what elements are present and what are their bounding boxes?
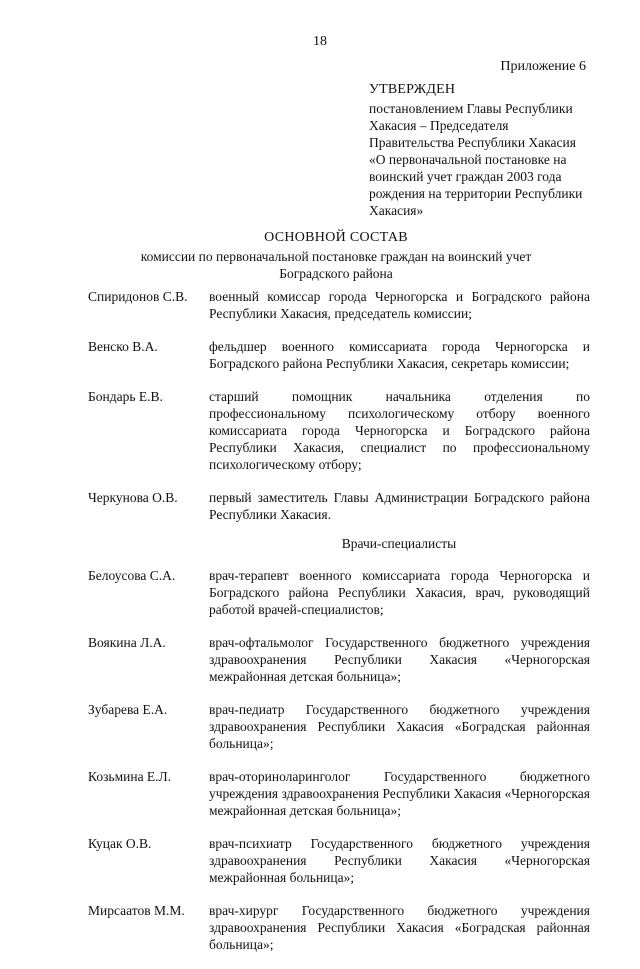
- member-role: врач-хирург Государственного бюджетного учреждения здравоохранения Республики Хакасия «Боградская районная больница»;: [209, 903, 590, 952]
- member-name: Воякина Л.А.: [88, 635, 166, 650]
- member-row: [88, 902, 590, 953]
- approval-title: УТВЕРЖДЕН: [369, 82, 456, 97]
- member-role: врач-педиатр Государственного бюджетного учреждения здравоохранения Республики Хакасия «Боградская районная больница»;: [209, 702, 590, 751]
- member-row: [88, 768, 590, 819]
- appendix-label: Приложение 6: [500, 59, 586, 74]
- approval-text: постановлением Главы Республики Хакасия – Председателя Правительства Республики Хакасия «О первоначальной постановке на воинский учет граждан 2003 года рождения на территории Республики Хакасия»: [369, 101, 583, 218]
- member-role: старший помощник начальника отделения по профессиональному психологическому отбору военного комиссариата города Черногорска и Боградского района Республики Хакасия, специалист по профессиональному психологическому отбору;: [209, 389, 590, 472]
- member-name: Бондарь Е.В.: [88, 389, 163, 404]
- member-row: [88, 567, 590, 618]
- member-row: [88, 288, 590, 322]
- member-name: Мирсаатов М.М.: [88, 903, 185, 918]
- member-role: врач-офтальмолог Государственного бюджетного учреждения здравоохранения Республики Хакасия «Черногорская межрайонная детская больница»;: [209, 635, 590, 684]
- member-row: [88, 388, 590, 473]
- section-heading-doctors: Врачи-специалисты: [341, 536, 457, 551]
- member-role: первый заместитель Главы Администрации Боградского района Республики Хакасия.: [209, 490, 590, 522]
- member-name: Козьмина Е.Л.: [88, 769, 172, 784]
- member-row: [88, 835, 590, 886]
- member-row: [88, 634, 590, 685]
- member-role: фельдшер военного комиссариата города Черногорска и Боградского района Республики Хакасия, секретарь комиссии;: [209, 339, 590, 371]
- member-name: Зубарева Е.А.: [88, 702, 168, 717]
- page-number: 18: [313, 34, 327, 49]
- member-row: [88, 701, 590, 752]
- member-row: [88, 338, 590, 372]
- approval-block: [369, 81, 591, 219]
- member-role: врач-оториноларинголог Государственного бюджетного учреждения здравоохранения Республики Хакасия «Черногорская межрайонная детская больница»;: [209, 769, 590, 818]
- members-list: [88, 288, 590, 969]
- member-role: военный комиссар города Черногорска и Боградского района Республики Хакасия, председатель комиссии;: [209, 289, 590, 321]
- member-role: врач-терапевт военного комиссариата города Черногорска и Боградского района Республики Хакасия, врач, руководящий работой врачей-специалистов;: [209, 568, 590, 617]
- document-subtitle: комиссии по первоначальной постановке граждан на воинский учет Боградского района: [140, 249, 532, 281]
- document-title: ОСНОВНОЙ СОСТАВ: [264, 230, 408, 245]
- member-name: Черкунова О.В.: [88, 490, 178, 505]
- member-name: Венско В.А.: [88, 339, 158, 354]
- member-name: Куцак О.В.: [88, 836, 152, 851]
- member-row: [88, 489, 590, 523]
- member-role: врач-психиатр Государственного бюджетного учреждения здравоохранения Республики Хакасия «Черногорская межрайонная больница»;: [209, 836, 590, 885]
- member-name: Спиридонов С.В.: [88, 289, 188, 304]
- member-name: Белоусова С.А.: [88, 568, 176, 583]
